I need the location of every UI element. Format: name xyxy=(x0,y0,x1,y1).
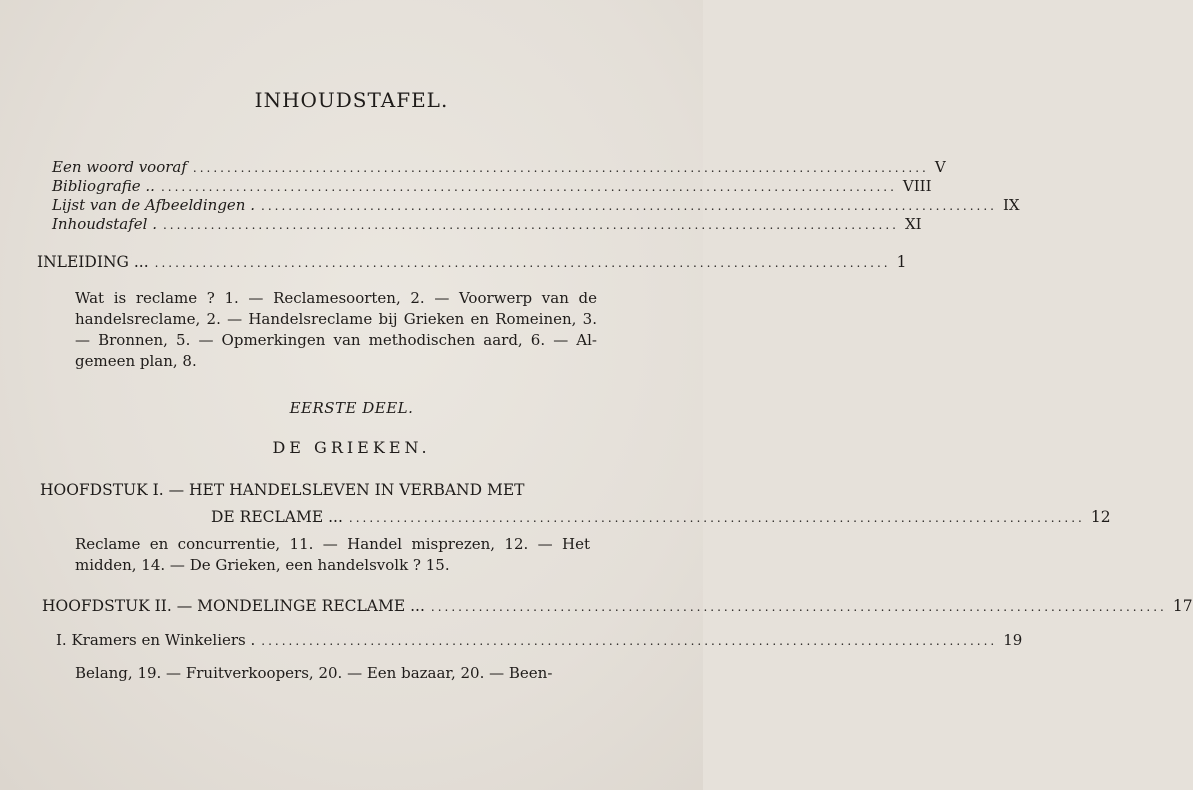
toc-entry-label: HOOFDSTUK II. — MONDELINGE RECLAME ... xyxy=(42,597,425,615)
part-subtitle: DE GRIEKEN. xyxy=(272,438,431,457)
toc-entry-label: I. Kramers en Winkeliers . xyxy=(56,631,256,649)
summary-line: — Bronnen, 5. — Opmerkingen van methodischen aard, 6. — Al- xyxy=(75,331,597,349)
dot-leader: ............................................................................................................ xyxy=(160,180,897,194)
dot-leader: ............................................................................................................ xyxy=(261,634,998,648)
section-1-summary xyxy=(75,663,590,684)
dot-leader: ............................................................................................................ xyxy=(348,511,1085,525)
toc-entry-label: DE RECLAME ... xyxy=(211,508,343,526)
toc-entry-afbeeldingen xyxy=(52,196,1020,216)
toc-entry-voorwoord xyxy=(52,158,946,178)
summary-line: Wat is reclame ? 1. — Reclamesoorten, 2. — Voorwerp van de xyxy=(75,289,597,307)
dot-leader: ............................................................................................................ xyxy=(192,161,929,175)
toc-entry-page: XI xyxy=(904,215,922,233)
dot-leader: ............................................................................................................ xyxy=(162,218,899,232)
toc-entry-bibliografie xyxy=(52,177,932,197)
chapter-2-entry xyxy=(42,591,1193,615)
part-heading: EERSTE DEEL. xyxy=(289,399,414,417)
summary-line: Reclame en concurrentie, 11. — Handel misprezen, 12. — Het xyxy=(75,535,590,553)
toc-entry-page: 1 xyxy=(896,253,907,271)
toc-entry-page: 12 xyxy=(1090,508,1111,526)
summary-line: midden, 14. — De Grieken, een handelsvolk ? 15. xyxy=(75,556,450,574)
chapter-1-title: HOOFDSTUK I. — HET HANDELSLEVEN IN VERBAND MET xyxy=(40,481,525,499)
toc-entry-page: IX xyxy=(1002,196,1020,214)
inleiding-summary xyxy=(75,288,597,372)
toc-entry-inhoudstafel xyxy=(52,215,922,235)
toc-entry-label: Bibliografie .. xyxy=(52,177,155,195)
toc-entry-label: Inhoudstafel . xyxy=(52,215,157,233)
dot-leader: ............................................................................................................ xyxy=(261,199,997,213)
summary-line: handelsreclame, 2. — Handelsreclame bij Grieken en Romeinen, 3. xyxy=(75,310,597,328)
toc-entry-page: 19 xyxy=(1003,631,1023,649)
chapter-1-summary xyxy=(75,534,590,576)
dot-leader: ............................................................................................................ xyxy=(154,256,891,270)
toc-entry-label: INLEIDING ... xyxy=(37,253,149,271)
summary-line: gemeen plan, 8. xyxy=(75,352,197,370)
toc-entry-page: VIII xyxy=(902,177,932,195)
toc-entry-page: 17 xyxy=(1172,597,1193,615)
dot-leader: ............................................................................................................ xyxy=(430,600,1167,614)
toc-entry-page: V xyxy=(934,158,946,176)
page-title: INHOUDSTAFEL. xyxy=(254,88,449,112)
toc-entry-inleiding xyxy=(37,253,907,273)
summary-line: Belang, 19. — Fruitverkoopers, 20. — Een bazaar, 20. — Been- xyxy=(75,664,553,682)
chapter-1-entry xyxy=(211,502,1111,526)
toc-entry-label: Een woord vooraf xyxy=(52,158,187,176)
toc-entry-label: Lijst van de Afbeeldingen . xyxy=(52,196,256,214)
section-1-entry xyxy=(56,625,1023,649)
